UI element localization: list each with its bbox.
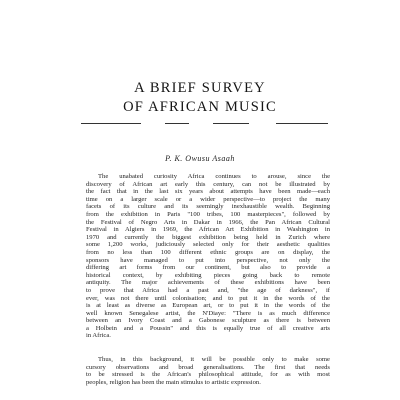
text-line: facets of its culture and its seemingly inexhaustible wealth. Beginning — [86, 203, 330, 211]
text-line: between an Ivory Coast and a Gabonese sculpture as there is between — [86, 317, 330, 325]
title-rule — [165, 123, 189, 124]
text-line: a Holbein and a Poussin" and this is equally true of all creative arts — [86, 324, 330, 332]
text-line: The unabated curiosity Africa continues to arouse, since the — [98, 173, 330, 180]
text-line: discovery of African art early this century, can not be illustrated by — [86, 180, 330, 188]
text-line: from no less than 100 different ethnic groups are on display, the — [86, 248, 330, 256]
text-line: ever, was not there until colonisation; and to put it in the words of the — [86, 294, 330, 302]
text-line: the Festival of Negro Arts in Dakar in 1966, the Pan African Cultural — [86, 218, 330, 226]
text-line: differing art forms from our continent, but also to provide a — [86, 264, 330, 272]
text-line: sponsors have managed to put into perspective, not only the — [86, 256, 330, 264]
article-title-line-2: OF AFRICAN MUSIC — [123, 99, 277, 115]
title-rule — [213, 123, 249, 124]
body-paragraph-1 — [86, 173, 330, 340]
text-line: Thus, in this background, it will be possible only to make some — [98, 356, 330, 363]
text-line: from the exhibition in Paris "100 tribes, 100 masterpieces", followed by — [86, 210, 330, 218]
text-line: to be stressed is the African's philosophical attitude, for as with most — [86, 371, 330, 379]
text-line: peoples, religion has been the main stimulus to artistic expression. — [86, 378, 261, 386]
body-paragraph-2 — [86, 356, 330, 386]
text-line: 1970 and currently the biggest exhibition being held in Zurich where — [86, 233, 330, 241]
text-line: historical context, by exhibiting pieces going back to remote — [86, 271, 330, 279]
title-rule — [81, 123, 141, 124]
text-line: to prove that Africa had a past and, "the age of darkness", if — [86, 286, 330, 294]
text-line: is at least as diverse as European art, or to put it in the words of the — [86, 302, 330, 310]
text-line: Festival in Algiers in 1969, the African Art Exhibition in Washington in — [86, 226, 330, 234]
text-line: time on a larger scale or a wider perspective—to project the many — [86, 195, 330, 203]
article-title-line-1: A BRIEF SURVEY — [134, 80, 266, 96]
text-line: the fact that in the last six years about attempts have been made—each — [86, 188, 330, 196]
text-line: cursory observations and broad generalisations. The first that needs — [86, 363, 330, 371]
text-line: antiquity. The major achievements of these exhibitions have been — [86, 279, 330, 287]
text-line: well known Senegalese artist, the N'Diaye: "There is as much difference — [86, 309, 330, 317]
title-rule — [276, 123, 328, 124]
text-line: in Africa. — [86, 332, 111, 340]
text-line: some 1,200 works, judiciously selected only for their aesthetic qualities — [86, 241, 330, 249]
author-byline: P. K. Owusu Asaah — [165, 154, 235, 163]
